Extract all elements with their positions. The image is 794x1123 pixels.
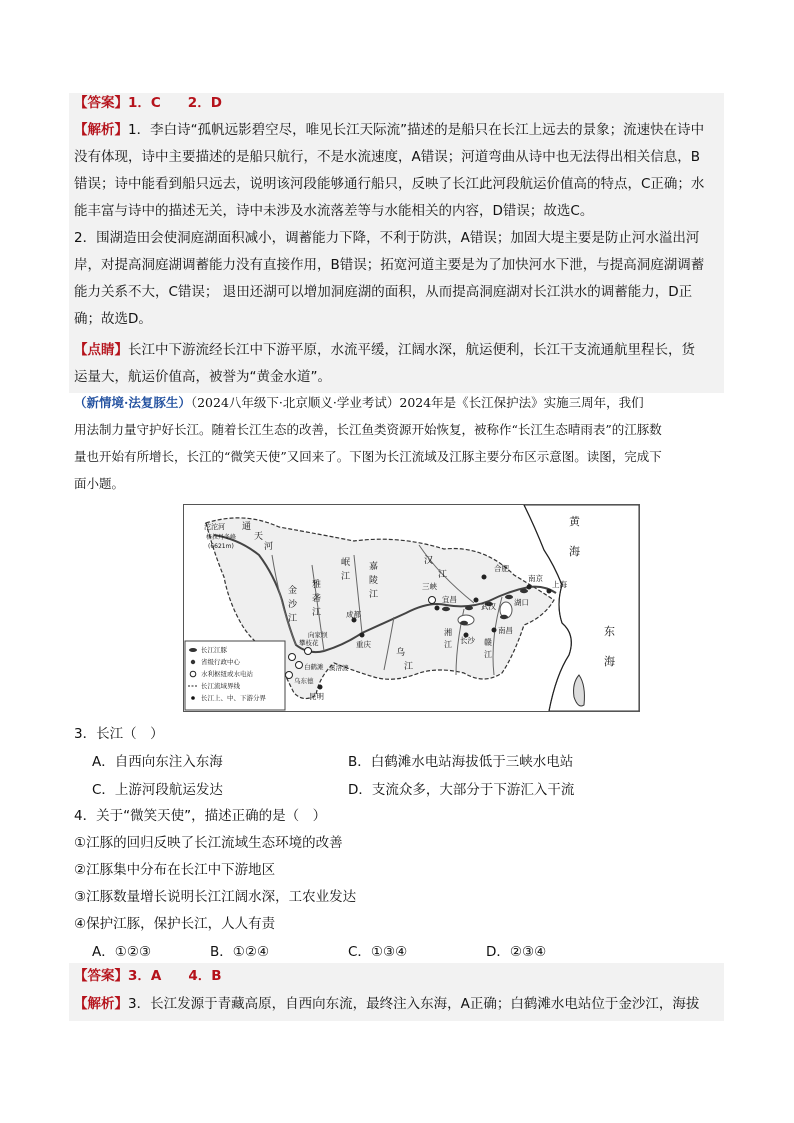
analysis-line: 2．围湖造田会使洞庭湖面积减小，调蓄能力下降，不利于防洪，A错误；加固大堤主要是防止河水溢出河 <box>74 230 700 246</box>
map-label: 湘 <box>444 628 452 637</box>
map-label: 江 <box>438 570 448 580</box>
answer-text: 3．A 4．B <box>128 968 222 984</box>
map-label: 湖口 <box>514 598 529 607</box>
q4-item: ③江豚数量增长说明长江江阔水深，工农业发达 <box>74 889 357 905</box>
legend-label: 水利枢纽或水电站 <box>201 670 253 678</box>
map-label: 乌 <box>396 648 406 658</box>
map-label: 昆明 <box>309 692 324 701</box>
q4-stem: 4．关于“微笑天使”，描述正确的是（ ） <box>74 808 327 824</box>
map-label: 南京 <box>528 574 543 583</box>
q3-option-b[interactable]: B．白鹤滩水电站海拔低于三峡水电站 <box>348 754 574 770</box>
map-label: (6621m) <box>208 543 234 550</box>
map-label: 陵 <box>369 576 379 586</box>
map-label: 江 <box>444 640 452 649</box>
map-label: 合肥 <box>494 564 509 573</box>
analysis-text: 3．长江发源于青藏高原，自西向东流，最终注入东海，A正确；白鹤滩水电站位于金沙江，海拔 <box>128 996 700 1012</box>
map-label: 赣 <box>484 638 492 647</box>
legend-label: 长江江豚 <box>201 646 227 654</box>
map-label: 沱沱河 <box>204 523 225 531</box>
intro-line: 量也开始有所增长，长江的“微笑天使”又回来了。下图为长江流域及江豚主要分布区示意图。读图，完成下 <box>74 449 662 464</box>
point-line <box>74 337 695 364</box>
map-label: 三峡 <box>422 582 437 591</box>
answer-line-2 <box>74 963 222 990</box>
q3-stem: 3．长江（ ） <box>74 726 164 742</box>
map-label: 重庆 <box>356 640 371 649</box>
q4-option-a[interactable]: A．①②③ <box>92 944 152 960</box>
analysis-line: 能力关系不大，C错误； 退田还湖可以增加洞庭湖的面积，从而提高洞庭湖对长江洪水的调蓄能力，D正 <box>74 284 693 300</box>
q4-option-c[interactable]: C．①③④ <box>348 944 408 960</box>
map-label: 江 <box>341 572 351 582</box>
analysis-line-2 <box>74 991 699 1018</box>
analysis-line: 岸，对提高洞庭湖调蓄能力没有直接作用，B错误；拓宽河道主要是为了加快河水下泄，与提高洞庭湖调蓄 <box>74 257 705 273</box>
analysis-tag: 【解析】 <box>74 996 128 1012</box>
intro-line: 用法制力量守护好长江。随着长江生态的改善，长江鱼类资源开始恢复，被称作“长江生态晴雨表”的江豚数 <box>74 422 662 437</box>
q3-option-a[interactable]: A．自西向东注入东海 <box>92 754 223 770</box>
map-label: 雅 <box>312 580 322 590</box>
map-label: 溪洛渡 <box>329 664 349 672</box>
analysis-line: 确；故选D。 <box>74 311 152 327</box>
analysis-text: 1．李白诗“孤帆远影碧空尽，唯见长江天际流”描述的是船只在长江上远去的景象；流速快在诗中 <box>128 122 705 138</box>
map-label: 南昌 <box>498 626 513 635</box>
intro-line: 面小题。 <box>74 476 125 491</box>
map-label: 岷 <box>341 558 351 568</box>
map-label: 汉 <box>424 556 434 566</box>
map-label: 江 <box>312 608 322 618</box>
answer-line-1 <box>74 90 222 117</box>
point-text: 长江中下游流经长江中下游平原，水流平缓，江阔水深，航运便利，长江干支流通航里程长，货 <box>128 342 695 358</box>
legend-dam-icon <box>190 671 196 677</box>
map-label: 江 <box>484 650 492 659</box>
map-label: 长沙 <box>460 636 475 645</box>
point-line: 运量大，航运价值高，被誉为“黄金水道”。 <box>74 369 331 385</box>
map-label: 白鹤滩 <box>304 663 324 671</box>
answer-tag: 【答案】 <box>74 968 128 984</box>
point-tag: 【点睛】 <box>74 342 128 358</box>
intro-tag: （新情境·法复豚生） <box>74 395 191 410</box>
map-label: 江 <box>288 614 298 624</box>
q4-option-d[interactable]: D．②③④ <box>486 944 547 960</box>
map-label: 天 <box>254 532 264 542</box>
map-label: 通 <box>242 522 252 532</box>
map-label: 向家坝 <box>308 631 328 639</box>
legend-label: 长江上、中、下游分界 <box>201 694 266 702</box>
map-label: 河 <box>264 542 274 552</box>
legend-label: 省级行政中心 <box>201 658 240 666</box>
map-label: 攀枝花 <box>299 639 319 647</box>
map-label: 海 <box>569 545 580 558</box>
map-label: 江 <box>404 662 414 672</box>
q4-item: ①江豚的回归反映了长江流域生态环境的改善 <box>74 835 343 851</box>
intro-text: （2024八年级下·北京顺义·学业考试）2024年是《长江保护法》实施三周年，我们 <box>190 395 644 410</box>
answer-text: 1．C 2．D <box>128 95 222 111</box>
intro-line <box>74 389 644 416</box>
q4-item: ④保护江豚，保护长江，人人有责 <box>74 916 276 932</box>
q3-option-d[interactable]: D．支流众多，大部分于下游汇入干流 <box>348 782 575 798</box>
analysis-line: 错误；诗中能看到船只远去，说明该河段能够通行船只，反映了长江此河段航运价值高的特点，C正确；水 <box>74 176 705 192</box>
legend-dolphin-icon <box>189 648 197 652</box>
legend-divide-icon <box>191 696 195 700</box>
map-label: 上海 <box>552 580 567 589</box>
legend-capital-icon <box>191 660 195 664</box>
analysis-line: 能丰富与诗中的描述无关，诗中未涉及水流落差等与水能相关的内容，D错误；故选C。 <box>74 203 594 219</box>
map-label: 江 <box>369 590 379 600</box>
map-label: 乌东德 <box>294 677 314 685</box>
q3-option-c[interactable]: C．上游河段航运发达 <box>92 782 223 798</box>
map-svg <box>184 505 639 711</box>
map-label: 金 <box>288 586 298 596</box>
map-label: 宜昌 <box>442 595 457 604</box>
legend-label: 长江流域界线 <box>201 682 240 690</box>
q4-option-b[interactable]: B．①②④ <box>210 944 270 960</box>
map-label: 嘉 <box>369 562 379 572</box>
map-label: 东 <box>604 625 615 638</box>
map-label: 沙 <box>288 600 298 610</box>
q4-item: ②江豚集中分布在长江中下游地区 <box>74 862 276 878</box>
analysis-line: 没有体现，诗中主要描述的是船只航行，不是水流速度，A错误；河道弯曲从诗中也无法得出相关信息，B <box>74 149 700 165</box>
map-label: 格拉丹冬峰 <box>206 534 237 541</box>
map-label: 黄 <box>569 515 580 528</box>
analysis-tag: 【解析】 <box>74 122 128 138</box>
analysis-line <box>74 117 704 144</box>
answer-tag: 【答案】 <box>74 95 128 111</box>
yangtze-basin-map <box>183 504 640 712</box>
map-label: 武汉 <box>481 602 496 611</box>
map-label: 砻 <box>312 594 322 604</box>
map-label: 海 <box>604 655 615 668</box>
map-label: 成都 <box>346 610 361 619</box>
